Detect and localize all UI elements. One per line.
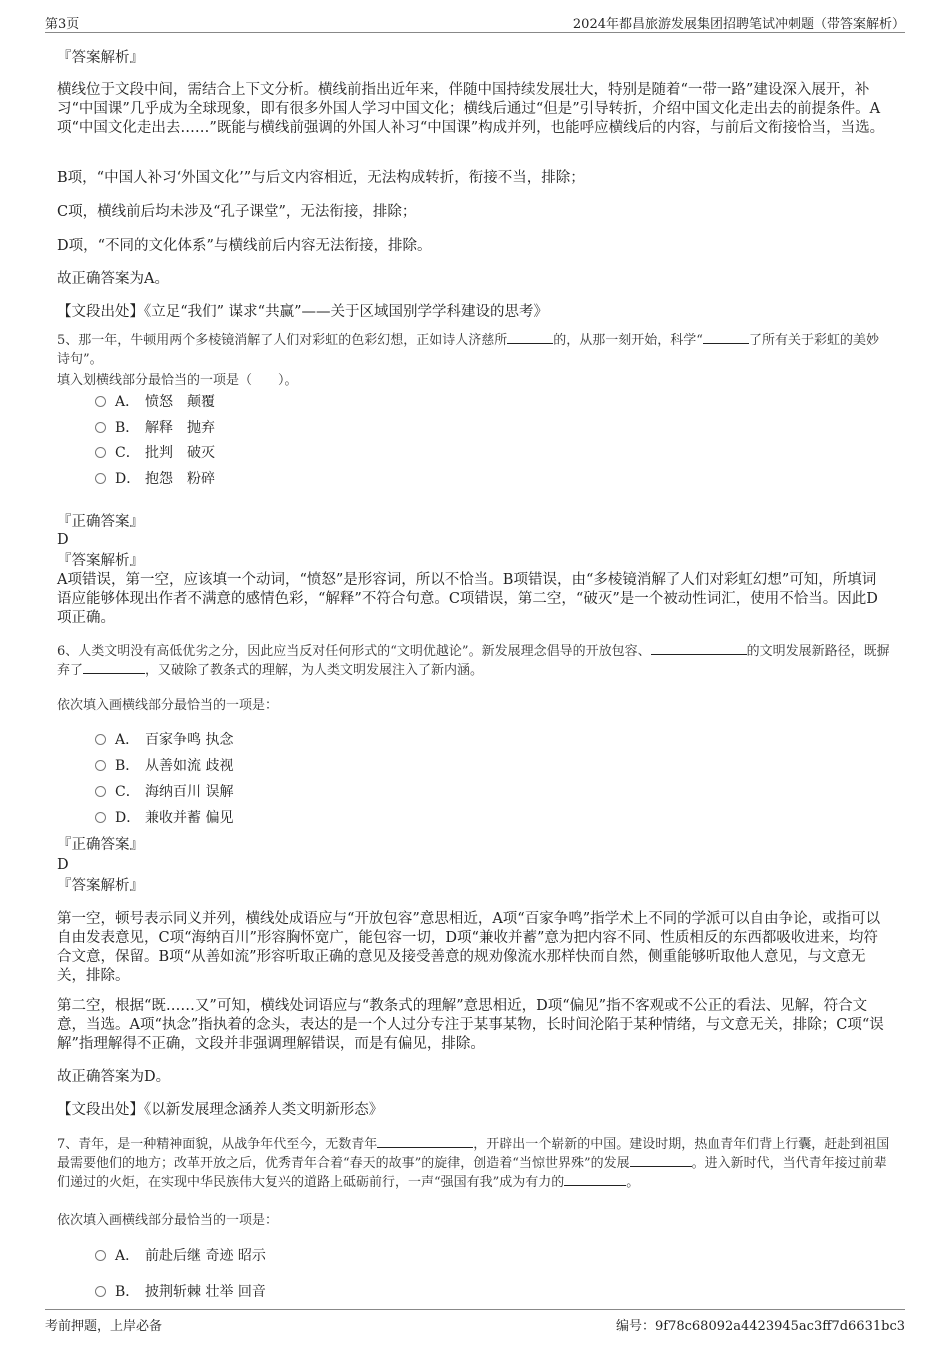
page-footer <box>45 1309 905 1336</box>
q4-analysis-p1: 横线位于文段中间，需结合上下文分析。横线前指出近年来，伴随中国持续发展壮大，特别是随着“一带一路”建设深入展开，补习“中国课”几乎成为全球现象，即有很多外国人学习中国文化；横线后通过“但是”引导转折，介绍中国文化走出去的前提条件。A项“中国文化走出去……”既能与横线前强调的外国人补习“中国课”构成并列，也能呼应横线后的内容，与前后文衔接恰当，当选。 <box>57 82 885 136</box>
q4-conclusion: 故正确答案为A。 <box>57 271 169 287</box>
q4-analysis-p2: B项，“中国人补习‘外国文化’”与后文内容相近，无法构成转折，衔接不当，排除； <box>57 170 585 186</box>
q7-option-a[interactable]: A． 前赴后继 奇迹 昭示 <box>95 1246 266 1266</box>
q6-source: 【文段出处】《以新发展理念涵养人类文明新形态》 <box>57 1102 384 1118</box>
radio-icon[interactable] <box>95 1286 106 1297</box>
q6-option-a[interactable]: A． 百家争鸣 执念 <box>95 730 233 750</box>
q6-option-b[interactable]: B． 从善如流 歧视 <box>95 756 233 776</box>
q5-answer-label: 『正确答案』 <box>57 514 144 530</box>
radio-icon[interactable] <box>95 760 106 771</box>
q4-analysis-p3: C项，横线前后均未涉及“孔子课堂”，无法衔接，排除； <box>57 204 417 220</box>
q6-stem: 6、人类文明没有高低优劣之分，因此应当反对任何形式的“文明优越论”。新发展理念倡导的开放包容、 的文明发展新路径，既摒弃了 ，又破除了教条式的理解，为人类文明发展注入了新内涵。 <box>57 644 890 678</box>
document-id: 编号：9f78c68092a4423945ac3ff7d6631bc3 <box>616 1319 905 1334</box>
radio-icon[interactable] <box>95 734 106 745</box>
radio-icon[interactable] <box>95 786 106 797</box>
q7-blank-2 <box>630 1154 692 1167</box>
q6-conclusion: 故正确答案为D。 <box>57 1069 171 1085</box>
q4-analysis-label: 『答案解析』 <box>57 50 144 66</box>
radio-icon[interactable] <box>95 812 106 823</box>
document-title: 2024年都昌旅游发展集团招聘笔试冲刺题（带答案解析） <box>572 17 905 32</box>
q6-analysis-p2: 第二空，根据“既……又”可知，横线处词语应与“教条式的理解”意思相近，D项“偏见”指不客观或不公正的看法、见解，符合文意，当选。A项“执念”指执着的念头，表达的是一个人过分专注于某事某物，长时间沦陷于某种情绪，与文意无关，排除；C项“误解”指理解得不正确，文段并非强调理解错误，而是有偏见，排除。 <box>57 998 884 1052</box>
q5-answer: D <box>57 532 69 548</box>
q6-answer-label: 『正确答案』 <box>57 837 144 853</box>
radio-icon[interactable] <box>95 422 106 433</box>
q5-analysis-label: 『答案解析』 <box>57 553 144 569</box>
page-header <box>45 10 905 33</box>
q5-analysis: A项错误，第一空，应该填一个动词，“愤怒”是形容词，所以不恰当。B项错误，由“多棱镜消解了人们对彩虹幻想”可知，所填词语应能够体现出作者不满意的感情色彩，“解释”不符合句意。C项错误，第二空，“破灭”是一个被动性词汇，使用不恰当。因此D项正确。 <box>57 572 878 626</box>
q6-blank-2 <box>83 661 145 674</box>
q6-answer: D <box>57 857 69 873</box>
radio-icon[interactable] <box>95 473 106 484</box>
q5-blank-1 <box>507 331 553 344</box>
q6-prompt: 依次填入画横线部分最恰当的一项是： <box>57 698 279 713</box>
q4-analysis-p4: D项，“不同的文化体系”与横线前后内容无法衔接，排除。 <box>57 238 432 254</box>
footer-slogan: 考前押题，上岸必备 <box>45 1319 163 1334</box>
page-number: 第3页 <box>45 17 80 32</box>
q5-option-d[interactable]: D． 抱怨 粉碎 <box>95 469 215 489</box>
q4-source: 【文段出处】《立足“我们” 谋求“共赢”——关于区域国别学学科建设的思考》 <box>57 304 549 320</box>
q5-option-b[interactable]: B． 解释 抛弃 <box>95 418 215 438</box>
q6-analysis-label: 『答案解析』 <box>57 878 144 894</box>
q5-option-c[interactable]: C． 批判 破灭 <box>95 443 215 463</box>
q7-blank-3 <box>564 1173 626 1186</box>
q5-prompt: 填入划横线部分最恰当的一项是（ ）。 <box>57 373 298 388</box>
q5-blank-2 <box>703 331 749 344</box>
radio-icon[interactable] <box>95 1250 106 1261</box>
q6-analysis-p1: 第一空，顿号表示同义并列，横线处成语应与“开放包容”意思相近，A项“百家争鸣”指学术上不同的学派可以自由争论，或指可以自由发表意见，C项“海纳百川”形容胸怀宽广，能包容一切，D项“兼收并蓄”意为把内容不同、性质相反的东西都吸收进来，均符合文意，保留。B项“从善如流”形容听取正确的意见及接受善意的规劝像流水那样快而自然，侧重能够听取他人意见，与文意无关，排除。 <box>57 911 881 984</box>
radio-icon[interactable] <box>95 396 106 407</box>
q5-option-a[interactable]: A． 愤怒 颠覆 <box>95 392 215 412</box>
q6-option-c[interactable]: C． 海纳百川 误解 <box>95 782 233 802</box>
q6-blank-1 <box>651 642 747 655</box>
q7-option-b[interactable]: B． 披荆斩棘 壮举 回音 <box>95 1282 266 1302</box>
q5-stem: 5、那一年，牛顿用两个多棱镜消解了人们对彩虹的色彩幻想，正如诗人济慈所 的，从那一刻开始，科学“ 了所有关于彩虹的美妙诗句”。 <box>57 333 879 367</box>
q7-blank-1 <box>377 1135 473 1148</box>
radio-icon[interactable] <box>95 447 106 458</box>
q7-prompt: 依次填入画横线部分最恰当的一项是： <box>57 1213 279 1228</box>
q6-option-d[interactable]: D． 兼收并蓄 偏见 <box>95 808 233 828</box>
q7-stem: 7、青年，是一种精神面貌，从战争年代至今，无数青年 ，开辟出一个崭新的中国。建设时期，热血青年们背上行囊，赶赴到祖国最需要他们的地方；改革开放之后，优秀青年合着“春天的故事”的旋律，创造着“当惊世界殊”的发展 。进入新时代，当代青年接过前辈们递过的火炬，在实现中华民族伟大复兴的道路上砥砺前行，一声“强国有我”成为有力的 。 <box>57 1137 890 1190</box>
